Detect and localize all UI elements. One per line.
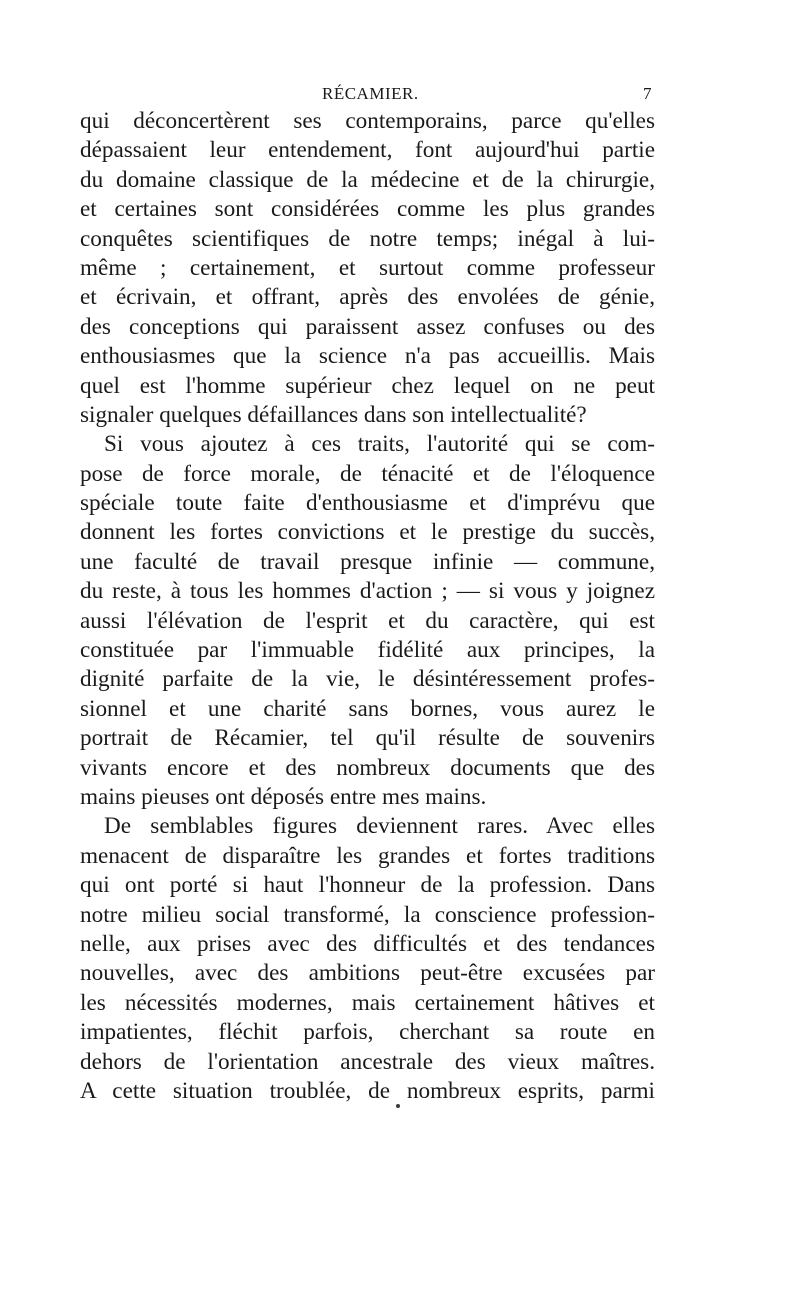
text-line: spéciale toute faite d'enthousiasme et d'imprévu que [80, 490, 655, 517]
text-line: et certaines sont considérées comme les plus grandes [80, 196, 655, 223]
paragraph-start-line: De semblables figures deviennent rares. Avec elles [104, 813, 655, 840]
text-line: les nécessités modernes, mais certainement hâtives et [80, 989, 655, 1016]
text-line: signaler quelques défaillances dans son intellectualité? [80, 401, 587, 428]
text-line: du reste, à tous les hommes d'action ; — si vous y joignez [80, 578, 655, 605]
paragraph-start-line: Si vous ajoutez à ces traits, l'autorité qui se com- [104, 431, 655, 458]
text-line: dignité parfaite de la vie, le désintéressement profes- [80, 666, 655, 693]
page-number: 7 [643, 84, 652, 103]
text-line: nouvelles, avec des ambitions peut-être excusées par [80, 960, 655, 987]
text-line: vivants encore et des nombreux documents que des [80, 754, 655, 781]
text-line: impatientes, fléchit parfois, cherchant sa route en [80, 1019, 655, 1046]
text-line: constituée par l'immuable fidélité aux principes, la [80, 637, 655, 664]
text-line: quel est l'homme supérieur chez lequel on ne peut [80, 372, 655, 399]
text-line: qui ont porté si haut l'honneur de la profession. Dans [80, 872, 655, 899]
text-line: conquêtes scientifiques de notre temps; inégal à lui- [80, 225, 655, 252]
text-line: donnent les fortes convictions et le prestige du succès, [80, 519, 655, 546]
text-line: du domaine classique de la médecine et de la chirurgie, [80, 166, 655, 193]
text-line: nelle, aux prises avec des difficultés et des tendances [80, 930, 655, 957]
text-line: enthousiasmes que la science n'a pas accueillis. Mais [80, 343, 655, 370]
text-line: mains pieuses ont déposés entre mes mains. [80, 783, 487, 810]
text-line: portrait de Récamier, tel qu'il résulte de souvenirs [80, 725, 655, 752]
running-title: RÉCAMIER. [322, 84, 419, 103]
text-line: notre milieu social transformé, la conscience profession- [80, 901, 655, 928]
text-line: une faculté de travail presque infinie — commune, [80, 548, 655, 575]
text-line: dehors de l'orientation ancestrale des vieux maîtres. [80, 1048, 655, 1075]
text-line: aussi l'élévation de l'esprit et du caractère, qui est [80, 607, 655, 634]
running-head [0, 84, 801, 106]
text-line: A cette situation troublée, de nombreux esprits, parmi [80, 1077, 655, 1104]
signature-mark [396, 1104, 400, 1108]
text-line: menacent de disparaître les grandes et fortes traditions [80, 842, 655, 869]
text-line: des conceptions qui paraissent assez confuses ou des [80, 313, 655, 340]
text-line: qui déconcertèrent ses contemporains, parce qu'elles [80, 108, 655, 134]
text-line: dépassaient leur entendement, font aujourd'hui partie [80, 137, 655, 164]
text-line: sionnel et une charité sans bornes, vous aurez le [80, 695, 655, 722]
text-line: même ; certainement, et surtout comme professeur [80, 254, 655, 281]
text-line: et écrivain, et offrant, après des envolées de génie, [80, 284, 655, 311]
text-line: pose de force morale, de ténacité et de l'éloquence [80, 460, 655, 487]
body-text [80, 107, 655, 1106]
